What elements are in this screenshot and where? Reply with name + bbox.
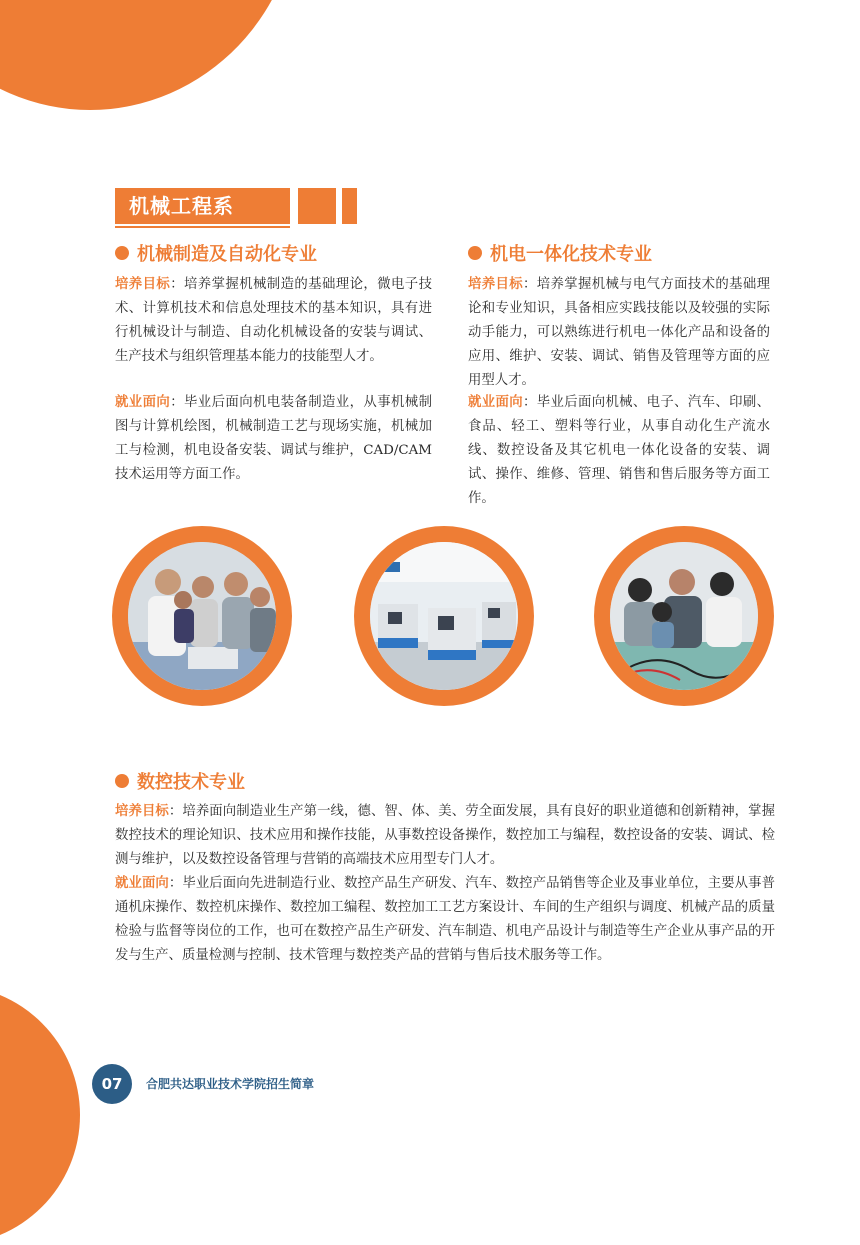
employment-text: ：毕业后面向机械、电子、汽车、印刷、食品、轻工、塑料等行业，从事自动化生产流水线、数控设备及其它机电一体化设备的安装、调试、操作、维修、管理、销售和售后服务等方面工作。 <box>468 395 771 506</box>
major-employment-paragraph <box>115 390 432 487</box>
employment-text: ：毕业后面向机电装备制造业，从事机械制图与计算机绘图，机械制造工艺与现场实施，机械加工与检测，机电设备安装、调试与维护，CAD/CAM 技术运用等方面工作。 <box>115 395 432 482</box>
goal-label: 培养目标 <box>468 276 523 292</box>
employment-label: 就业面向 <box>115 875 169 891</box>
photo-electronics-practice-image <box>610 542 758 690</box>
major-employment-paragraph <box>468 390 770 511</box>
employment-label: 就业面向 <box>468 394 523 410</box>
department-title: 机械工程系 <box>115 188 290 224</box>
bullet-dot-icon <box>115 774 129 788</box>
major-goal-paragraph <box>115 799 775 872</box>
page-number: 07 <box>92 1064 132 1104</box>
major-title-mechatronics <box>468 240 652 266</box>
photo-cnc-lab <box>354 526 534 706</box>
decorative-square <box>298 188 336 224</box>
goal-label: 培养目标 <box>115 276 171 292</box>
bullet-dot-icon <box>468 246 482 260</box>
decorative-orange-circle-bottom <box>0 985 80 1245</box>
photo-electronics-practice <box>594 526 774 706</box>
decorative-orange-circle-top <box>0 0 300 110</box>
major-goal-paragraph <box>115 272 432 369</box>
employment-label: 就业面向 <box>115 394 171 410</box>
photo-cnc-lab-image <box>370 542 518 690</box>
major-title-text: 机械制造及自动化专业 <box>137 244 317 265</box>
major-goal-paragraph <box>468 272 770 393</box>
goal-text: ：培养掌握机械制造的基础理论，微电子技术、计算机技术和信息处理技术的基本知识，具有进行机械设计与制造、自动化机械设备的安装与调试、生产技术与组织管理基本能力的技能型人才。 <box>115 277 432 364</box>
major-title-text: 机电一体化技术专业 <box>490 244 652 265</box>
brochure-title: 合肥共达职业技术学院招生简章 <box>146 1077 315 1091</box>
goal-text: ：培养掌握机械与电气方面技术的基础理论和专业知识，具备相应实践技能以及较强的实际动手能力，可以熟练进行机电一体化产品和设备的应用、维护、安装、调试、销售及管理等方面的应用型人才。 <box>468 277 771 388</box>
major-title-mechanical-manufacturing <box>115 240 317 266</box>
employment-text: ：毕业后面向先进制造行业、数控产品生产研发、汽车、数控产品销售等企业及事业单位，主要从事普通机床操作、数控机床操作、数控加工编程、数控加工工艺方案设计、车间的生产组织与调度、机械产品的质量检验与监督等岗位的工作，也可在数控产品生产研发、汽车制造、机电产品设计与制造等生产企业从事产品的开发与生产、质量检测与控制、技术管理与数控类产品的营销与售后技术服务等工作。 <box>115 876 776 963</box>
goal-text: ：培养面向制造业生产第一线，德、智、体、美、劳全面发展，具有良好的职业道德和创新精神，掌握数控技术的理论知识、技术应用和操作技能，从事数控设备操作，数控加工与编程，数控设备的安装、调试、检测与维护，以及数控设备管理与营销的高端技术应用型专门人才。 <box>115 804 776 867</box>
decorative-square <box>342 188 357 224</box>
bullet-dot-icon <box>115 246 129 260</box>
photo-students-workshop-image <box>128 542 276 690</box>
photo-students-workshop <box>112 526 292 706</box>
major-title-text: 数控技术专业 <box>137 772 245 793</box>
goal-label: 培养目标 <box>115 803 169 819</box>
major-title-cnc <box>115 768 245 794</box>
major-employment-paragraph <box>115 871 775 968</box>
